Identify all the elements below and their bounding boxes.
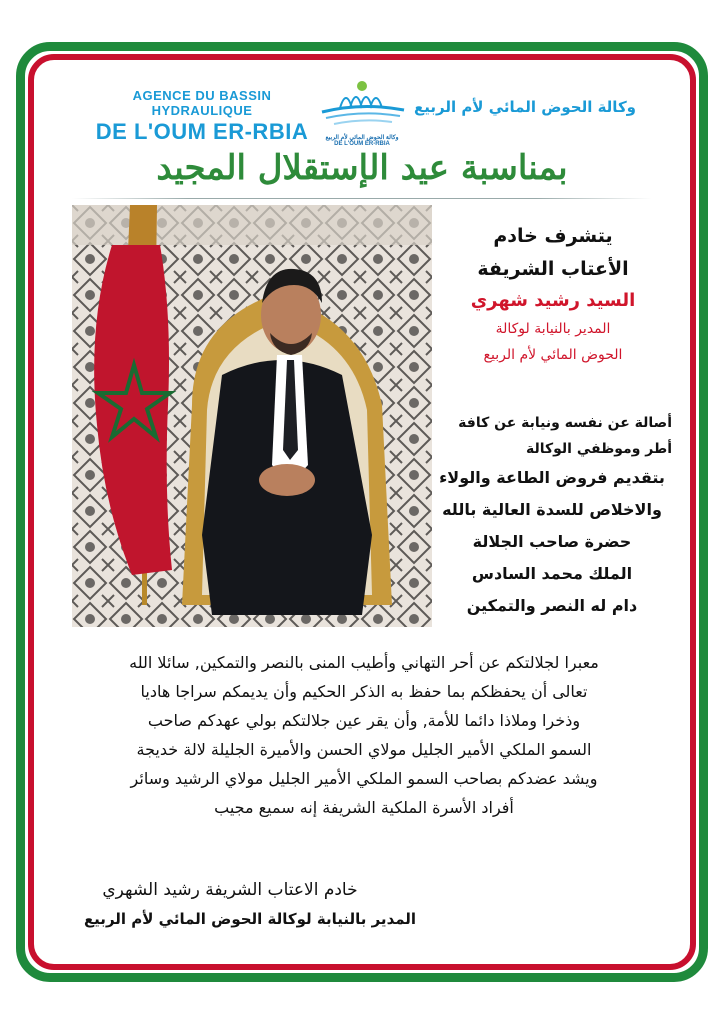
logo-caption-fr: DE L'OUM ER-RBIA [334, 141, 390, 147]
header [40, 74, 684, 154]
logo-caption-ar: وكالة الحوض المائي لأم الربيع [325, 135, 399, 141]
body-line: السمو الملكي الأمير الجليل مولاي الحسن والأميرة الجليلة لالة خديجة [136, 740, 592, 759]
allegiance-line: والاخلاص للسدة العالية بالله [442, 500, 662, 519]
intro-line1: أصالة عن نفسه ونيابة عن كافة [458, 415, 672, 431]
header-divider [72, 198, 652, 199]
allegiance-line: دام له النصر والتمكين [466, 596, 638, 615]
body-line: ويشد عضدكم بصاحب السمو الملكي الأمير الجليل مولاي الرشيد وسائر [130, 769, 598, 788]
director-name: السيد رشيد شهري [470, 290, 636, 311]
dedication-title-line2: الأعتاب الشريفة [477, 258, 629, 280]
body-line: أفراد الأسرة الملكية الشريفة إنه سميع مجيب [214, 798, 514, 817]
agency-fr-line2: DE L'OUM ER-RBIA [95, 119, 309, 144]
allegiance-line: الملك محمد السادس [471, 564, 633, 583]
director-role-line2: الحوض المائي لأم الربيع [483, 347, 623, 363]
dedication-block [440, 220, 666, 368]
royal-portrait-photo [72, 205, 432, 627]
signature-name: خادم الاعتاب الشريفة رشيد الشهري [102, 880, 358, 900]
intro-line2: أطر وموظفي الوكالة [526, 441, 672, 457]
body-line: وذخرا وملاذا دائما للأمة, وأن يقر عين جلالتكم بولي عهدكم صاحب [147, 711, 581, 730]
congratulation-paragraph [60, 648, 668, 822]
allegiance-line: بتقديم فروض الطاعة والولاء [439, 468, 665, 487]
director-role-line1: المدير بالنيابة لوكالة [495, 321, 611, 337]
body-line: معبرا لجلالتكم عن أحر التهاني وأطيب المنى بالنصر والتمكين, سائلا الله [129, 653, 599, 672]
allegiance-block [432, 410, 672, 622]
dedication-title-line1: يتشرف خادم [493, 225, 613, 247]
body-line: تعالى أن يحفظكم بما حفظ به الذكر الحكيم وأن يديمكم سراجا هاديا [140, 682, 588, 701]
agency-fr-line1: AGENCE DU BASSIN HYDRAULIQUE [132, 88, 272, 118]
allegiance-line: حضرة صاحب الجلالة [472, 532, 632, 551]
occasion-title: بمناسبة عيد الإستقلال المجيد [156, 148, 568, 188]
portrait-illustration [72, 205, 432, 627]
agency-name-arabic: وكالة الحوض المائي لأم الربيع [413, 98, 636, 116]
logo-caption [312, 134, 412, 147]
signature-title: المدير بالنيابة لوكالة الحوض المائي لأم الربيع [83, 910, 417, 928]
agency-name-french [92, 88, 312, 145]
